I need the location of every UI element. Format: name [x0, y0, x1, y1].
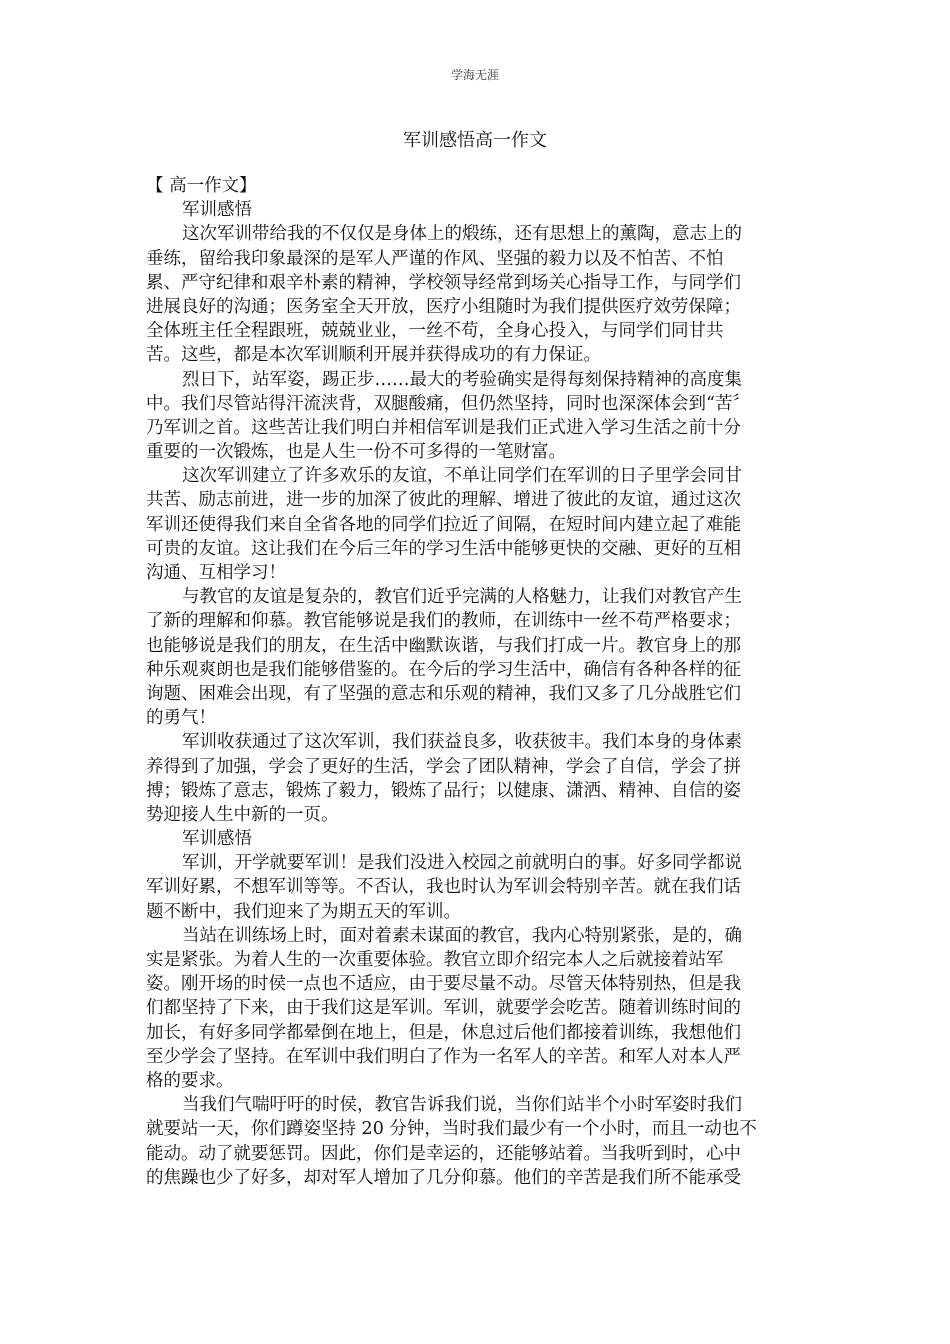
body-line: 军训感悟: [182, 829, 252, 850]
body-line: 可贵的友谊。这让我们在今后三年的学习生活中能够更快的交融、更好的互相: [146, 538, 741, 559]
body-line: 垂练，留给我印象最深的是军人严谨的作风、坚强的毅力以及不怕苦、不怕: [146, 248, 724, 269]
body-line: 与教官的友谊是复杂的，教官们近乎完满的人格魅力，让我们对教官产生: [182, 587, 742, 608]
body-line: 军训还使得我们来自全省各地的同学们拉近了间隔，在短时间内建立起了难能: [146, 514, 741, 535]
body-line: 的焦躁也少了好多，却对军人增加了几分仰慕。他们的辛苦是我们所不能承受: [146, 1167, 741, 1188]
body-line: 苦。这些，都是本次军训顺利开展并获得成功的有力保证。: [146, 345, 601, 366]
body-line: 军训好累，不想军训等等。不否认，我也时认为军训会特别辛苦。就在我们话: [146, 877, 741, 898]
document-body: [146, 174, 800, 1190]
body-line: 这次军训建立了许多欢乐的友谊，不单让同学们在军训的日子里学会同甘: [182, 466, 742, 487]
body-line: 们都坚持了下来，由于我们这是军训。军训，就要学会吃苦。随着训练时间的: [146, 998, 741, 1019]
body-line: 【 高一作文】: [146, 176, 257, 196]
body-line: 搏；锻炼了意志，锻炼了毅力，锻炼了品行；以健康、潇洒、精神、自信的姿: [146, 780, 741, 801]
body-line: 实是紧张。为着人生的一次重要体验。教官立即介绍完本人之后就接着站军: [146, 950, 724, 970]
body-line: 姿。刚开场的时侯一点也不适应，由于要尽量不动。尽管天体特别热，但是我: [146, 974, 741, 995]
body-line: 也能够说是我们的朋友，在生活中幽默诙谐，与我们打成一片。教官身上的那: [146, 635, 741, 656]
body-line: 题不断中，我们迎来了为期五天的军训。: [146, 901, 461, 922]
body-line: 的勇气！: [146, 708, 216, 729]
body-line: 乃军训之首。这些苦让我们明白并相信军训是我们正式进入学习生活之前十分: [146, 417, 741, 438]
body-line: 沟通、互相学习！: [146, 563, 286, 583]
body-line: 能动。动了就要惩罚。因此，你们是幸运的，还能够站着。当我听到时，心中: [146, 1143, 741, 1164]
body-line: 种乐观爽朗也是我们能够借鉴的。在今后的学习生活中，确信有各种各样的征: [146, 659, 741, 680]
body-line: 军训，开学就要军训！是我们没进入校园之前就明白的事。好多同学都说: [182, 853, 742, 874]
body-line: 询题、困难会出现，有了坚强的意志和乐观的精神，我们又多了几分战胜它们: [146, 683, 741, 704]
body-line: 共苦、励志前进，进一步的加深了彼此的理解、增进了彼此的友谊，通过这次: [146, 490, 741, 511]
body-line: 就要站一天，你们蹲姿坚持 20 分钟，当时我们最少有一个小时，而且一动也不: [146, 1119, 757, 1140]
body-line: 当站在训练场上时，面对着素未谋面的教官，我内心特别紧张，是的，确: [182, 925, 742, 946]
body-line: 全体班主任全程跟班，兢兢业业，一丝不苟，全身心投入，与同学们同甘共: [146, 321, 724, 342]
body-line: 军训收获通过了这次军训，我们获益良多，收获彼丰。我们本身的身体素: [182, 732, 742, 753]
body-line: 军训感悟: [182, 200, 252, 221]
document-title: 军训感悟高一作文: [403, 130, 547, 151]
body-line: 养得到了加强，学会了更好的生活，学会了团队精神，学会了自信，学会了拼: [146, 756, 741, 777]
body-line: 累、严守纪律和艰辛朴素的精神，学校领导经常到场关心指导工作，与同学们: [146, 272, 741, 293]
body-line: 势迎接人生中新的一页。: [146, 804, 339, 825]
body-line: 重要的一次锻炼，也是人生一份不可多得的一笔财富。: [146, 442, 566, 463]
body-line: 加长，有好多同学都晕倒在地上，但是，休息过后他们都接着训练，我想他们: [146, 1022, 741, 1043]
body-line: 当我们气喘吁吁的时侯，教官告诉我们说，当你们站半个小时军姿时我们: [182, 1095, 742, 1116]
body-line: 了新的理解和仰慕。教官能够说是我们的教师，在训练中一丝不苟严格要求；: [146, 611, 741, 632]
body-line: 进展良好的沟通；医务室全天开放，医疗小组随时为我们提供医疗效劳保障；: [146, 296, 741, 317]
body-line: 中。我们尽管站得汗流浃背，双腿酸痛，但仍然坚持，同时也深深体会到“苦〞: [146, 393, 750, 414]
page-header: 学海无涯: [450, 68, 499, 82]
body-line: 格的要求。: [146, 1070, 234, 1091]
body-line: 烈日下，站军姿，踢正步……最大的考验确实是得每刻保持精神的高度集: [182, 369, 742, 390]
body-line: 至少学会了坚持。在军训中我们明白了作为一名军人的辛苦。和军人对本人严: [146, 1046, 741, 1067]
body-line: 这次军训带给我的不仅仅是身体上的煅练，还有思想上的薰陶，意志上的: [182, 224, 742, 245]
